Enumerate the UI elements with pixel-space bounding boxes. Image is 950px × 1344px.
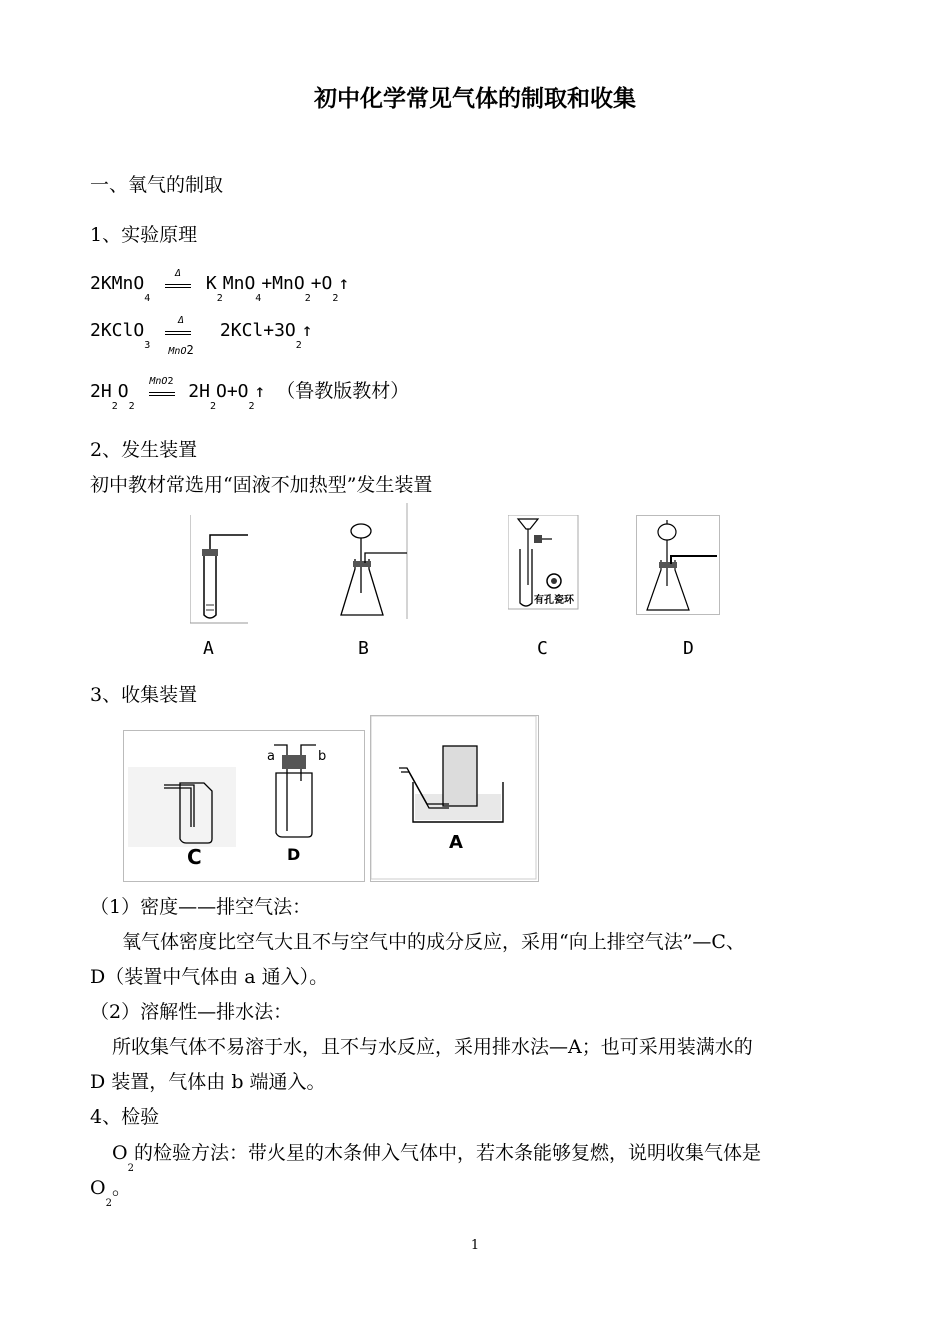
density-method-text-2: D（装置中气体由 a 通入）。 <box>90 966 329 988</box>
porous-ring-caption: 有孔瓷环 <box>534 595 574 606</box>
collection-a-figure <box>370 715 539 882</box>
equation-kclo3: 2KClO$_3$ Δ MnO2 $2KCl+3O_2↑$ <box>90 315 313 357</box>
page-title: 初中化学常见气体的制取和收集 <box>314 85 636 112</box>
density-method-heading: （1）密度——排空气法： <box>90 896 312 918</box>
apparatus-b-figure <box>335 503 409 621</box>
generator-intro: 初中教材常选用“固液不加热型”发生装置 <box>90 474 433 496</box>
apparatus-label-b: B <box>358 638 369 659</box>
apparatus-label-c: C <box>537 638 548 659</box>
apparatus-d-figure <box>636 515 720 615</box>
oxygen-test-text-2: $O_2$。 <box>90 1177 131 1209</box>
mno2-condition: MnO2 <box>145 382 177 402</box>
collection-label-d: D <box>287 845 301 864</box>
subheading-generator: 2、发生装置 <box>90 439 198 461</box>
apparatus-label-a: A <box>203 638 214 659</box>
heat-condition: Δ <box>161 274 195 294</box>
catalyst-condition: Δ MnO2 <box>161 321 201 341</box>
density-method-text-1: 氧气体密度比空气大且不与空气中的成分反应，采用“向上排空气法”—C、 <box>122 931 745 953</box>
apparatus-c-figure <box>508 515 580 611</box>
solubility-method-text-1: 所收集气体不易溶于水，且不与水反应，采用排水法—A；也可采用装满水的 <box>112 1036 753 1058</box>
section-heading-oxygen: 一、氧气的制取 <box>90 174 224 196</box>
page-number: 1 <box>470 1238 480 1253</box>
subheading-principle: 1、实验原理 <box>90 224 198 246</box>
oxygen-test-text-1: $O_2$的检验方法：带火星的木条伸入气体中，若木条能够复燃，说明收集气体是 <box>112 1142 761 1174</box>
port-label-a: a <box>267 749 275 764</box>
equation-kmno4: 2KMnO$_4$ Δ $K_2MnO_4+MnO_2+O_2↑$ <box>90 268 350 304</box>
equation-h2o2: $2H_2O_2$ MnO2 $2H_2O+O_2↑$ （鲁教版教材） <box>90 376 410 412</box>
solubility-method-text-2: D 装置，气体由 b 端通入。 <box>90 1071 326 1093</box>
collection-label-c: C <box>187 845 202 869</box>
subheading-test: 4、检验 <box>90 1106 160 1128</box>
apparatus-label-d: D <box>683 638 694 659</box>
apparatus-a-figure <box>190 515 250 625</box>
port-label-b: b <box>318 749 327 764</box>
collection-label-a: A <box>449 832 463 853</box>
subheading-collection: 3、收集装置 <box>90 684 198 706</box>
collection-cd-figure <box>123 730 365 882</box>
solubility-method-heading: （2）溶解性—排水法： <box>90 1001 293 1023</box>
